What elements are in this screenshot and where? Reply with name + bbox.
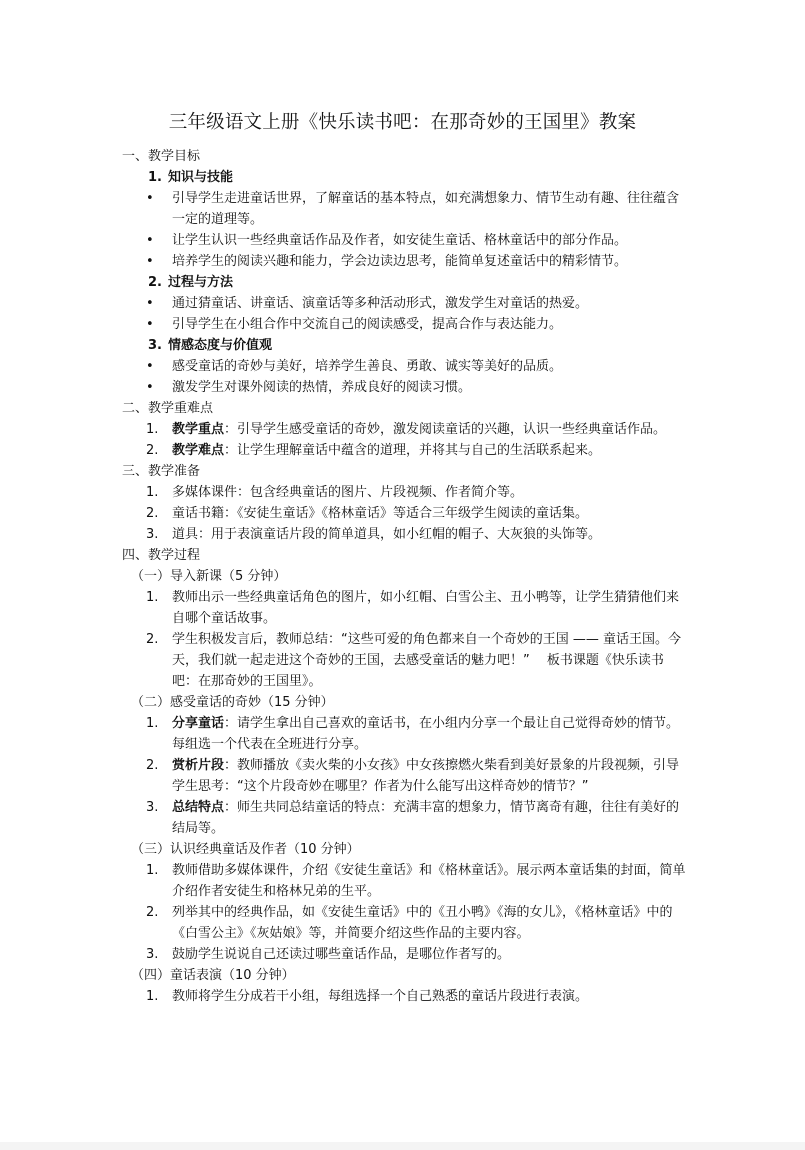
bullet-icon: • (146, 380, 154, 395)
bullet-text: 通过猜童话、讲童话、演童话等多种活动形式，激发学生对童话的热爱。 (172, 296, 589, 311)
item-text: ：教师播放《卖火柴的小女孩》中女孩擦燃火柴看到美好景象的片段视频，引导学生思考：“这个片段奇妙在哪里？作者为什么能写出这样奇妙的情节？” (172, 758, 680, 794)
item-text: ：请学生拿出自己喜欢的童话书，在小组内分享一个最让自己觉得奇妙的情节。每组选一个代表在全班进行分享。 (172, 716, 680, 752)
list-item (122, 902, 688, 944)
item-text: 教师借助多媒体课件，介绍《安徒生童话》和《格林童话》。展示两本童话集的封面，简单介绍作者安徒生和格林兄弟的生平。 (172, 863, 686, 899)
document-body (122, 146, 688, 1007)
item-number: 2. (146, 506, 159, 521)
list-item (122, 587, 688, 629)
bullet-item (122, 251, 688, 272)
part-heading-classics: （三）认识经典童话及作者（10 分钟） (131, 842, 360, 857)
subheading-number: 2. (148, 275, 162, 290)
item-number: 1. (146, 485, 159, 500)
bullet-item (122, 356, 688, 377)
bullet-icon: • (146, 191, 154, 206)
bullet-item (122, 377, 688, 398)
list-item (122, 860, 688, 902)
bullet-icon: • (146, 296, 154, 311)
list-item (122, 713, 688, 755)
list-item (122, 503, 688, 524)
subheading-text: 知识与技能 (168, 170, 234, 185)
item-number: 3. (146, 800, 159, 815)
list-item (122, 440, 688, 461)
subheading-text: 过程与方法 (168, 275, 234, 290)
bullet-text: 引导学生走进童话世界，了解童话的基本特点，如充满想象力、情节生动有趣、往往蕴含一定的道理等。 (172, 191, 680, 227)
subheading-knowledge (122, 167, 688, 188)
item-number: 1. (146, 590, 159, 605)
item-text: ：引导学生感受童话的奇妙，激发阅读童话的兴趣，认识一些经典童话作品。 (224, 422, 667, 437)
item-number: 1. (146, 989, 159, 1004)
item-number: 2. (146, 443, 159, 458)
bullet-icon: • (146, 233, 154, 248)
item-keyword: 教学难点 (172, 443, 225, 458)
item-text: ：师生共同总结童话的特点：充满丰富的想象力，情节离奇有趣，往往有美好的结局等。 (172, 800, 680, 836)
bullet-icon: • (146, 254, 154, 269)
item-text: 列举其中的经典作品，如《安徒生童话》中的《丑小鸭》《海的女儿》，《格林童话》中的《白雪公主》《灰姑娘》等，并简要介绍这些作品的主要内容。 (172, 905, 673, 941)
item-number: 3. (146, 947, 159, 962)
item-text: 道具：用于表演童话片段的简单道具，如小红帽的帽子、大灰狼的头饰等。 (172, 527, 602, 542)
item-text: 教师出示一些经典童话角色的图片，如小红帽、白雪公主、丑小鸭等，让学生猜猜他们来自哪个童话故事。 (172, 590, 680, 626)
item-keyword: 分享童话 (172, 716, 225, 731)
bullet-text: 培养学生的阅读兴趣和能力，学会边读边思考，能简单复述童话中的精彩情节。 (172, 254, 628, 269)
bullet-item (122, 188, 688, 230)
item-text: 多媒体课件：包含经典童话的图片、片段视频、作者简介等。 (172, 485, 524, 500)
list-item (122, 419, 688, 440)
item-keyword: 总结特点 (172, 800, 225, 815)
item-number: 1. (146, 422, 159, 437)
list-item (122, 986, 688, 1007)
list-item (122, 755, 688, 797)
section-heading-objectives: 一、教学目标 (122, 149, 201, 164)
item-number: 2. (146, 905, 159, 920)
bullet-text: 感受童话的奇妙与美好，培养学生善良、勇敢、诚实等美好的品质。 (172, 359, 563, 374)
item-text: ：让学生理解童话中蕴含的道理，并将其与自己的生活联系起来。 (224, 443, 602, 458)
list-item (122, 524, 688, 545)
bullet-text: 引导学生在小组合作中交流自己的阅读感受，提高合作与表达能力。 (172, 317, 563, 332)
item-number: 1. (146, 716, 159, 731)
section-heading-key-points: 二、教学重难点 (122, 401, 214, 416)
subheading-text: 情感态度与价值观 (168, 338, 273, 353)
part-heading-wonder: （二）感受童话的奇妙（15 分钟） (131, 695, 334, 710)
bullet-text: 激发学生对课外阅读的热情，养成良好的阅读习惯。 (172, 380, 472, 395)
bullet-icon: • (146, 317, 154, 332)
list-item (122, 629, 688, 692)
item-text: 学生积极发言后，教师总结：“这些可爱的角色都来自一个奇妙的王国 —— 童话王国。今天，我们就一起走进这个奇妙的王国，去感受童话的魅力吧！” 板书课题《快乐读书吧：在那奇妙的王国里》。 (172, 632, 682, 689)
section-heading-preparation: 三、教学准备 (122, 464, 201, 479)
item-text: 童话书籍：《安徒生童话》《格林童话》等适合三年级学生阅读的童话集。 (172, 506, 589, 521)
list-item (122, 797, 688, 839)
bullet-item (122, 314, 688, 335)
item-number: 2. (146, 632, 159, 647)
bullet-item (122, 293, 688, 314)
subheading-attitude (122, 335, 688, 356)
item-number: 2. (146, 758, 159, 773)
item-keyword: 教学重点 (172, 422, 225, 437)
item-keyword: 赏析片段 (172, 758, 225, 773)
item-number: 1. (146, 863, 159, 878)
item-text: 教师将学生分成若干小组，每组选择一个自己熟悉的童话片段进行表演。 (172, 989, 589, 1004)
bullet-icon: • (146, 359, 154, 374)
list-item (122, 944, 688, 965)
section-heading-process: 四、教学过程 (122, 548, 201, 563)
item-number: 3. (146, 527, 159, 542)
bullet-text: 让学生认识一些经典童话作品及作者，如安徒生童话、格林童话中的部分作品。 (172, 233, 628, 248)
bullet-item (122, 230, 688, 251)
subheading-number: 3. (148, 338, 162, 353)
subheading-process (122, 272, 688, 293)
part-heading-performance: （四）童话表演（10 分钟） (131, 968, 295, 983)
list-item (122, 482, 688, 503)
item-text: 鼓励学生说说自己还读过哪些童话作品，是哪位作者写的。 (172, 947, 511, 962)
subheading-number: 1. (148, 170, 162, 185)
part-heading-intro: （一）导入新课（5 分钟） (131, 569, 287, 584)
document-title: 三年级语文上册《快乐读书吧：在那奇妙的王国里》教案 (168, 112, 637, 133)
